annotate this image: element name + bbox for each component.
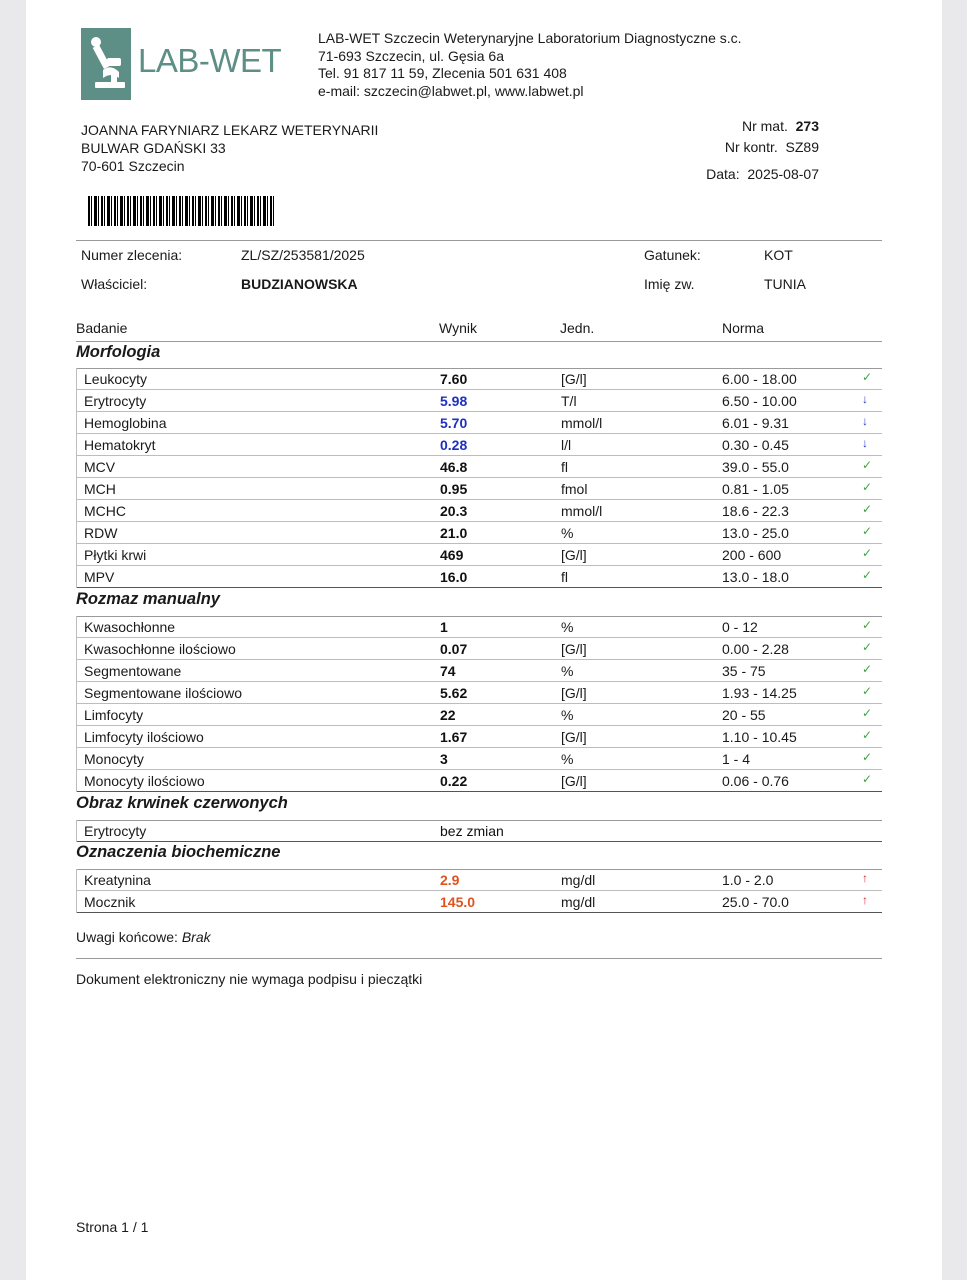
result-row	[76, 891, 882, 913]
arrow-down-icon: ↓	[862, 392, 868, 406]
report-page	[26, 0, 942, 1280]
divider	[76, 958, 882, 959]
row-left-rule	[76, 748, 77, 770]
test-unit: %	[561, 663, 574, 679]
row-left-rule	[76, 638, 77, 660]
barcode	[88, 196, 276, 226]
test-norm: 6.01 - 9.31	[722, 415, 789, 431]
order-label: Numer zlecenia:	[81, 247, 183, 263]
test-result: 0.95	[440, 481, 468, 497]
result-row	[76, 522, 882, 544]
arrow-down-icon: ↓	[862, 414, 868, 428]
test-name: Segmentowane	[84, 663, 182, 679]
check-icon: ✓	[862, 524, 873, 538]
remarks-value: Brak	[181, 929, 211, 945]
row-left-rule	[76, 891, 77, 913]
row-left-rule	[76, 820, 77, 842]
test-result: 5.62	[440, 685, 468, 701]
test-result: 0.28	[440, 437, 468, 453]
date-label: Data:	[706, 166, 740, 182]
test-result: 3	[440, 751, 448, 767]
result-row	[76, 770, 882, 792]
owner-value: BUDZIANOWSKA	[241, 276, 358, 292]
test-result: 145.0	[440, 894, 476, 910]
check-icon: ✓	[862, 568, 873, 582]
test-result: 7.60	[440, 371, 468, 387]
test-result: 74	[440, 663, 456, 679]
result-row	[76, 544, 882, 566]
test-norm: 6.00 - 18.00	[722, 371, 797, 387]
result-row	[76, 500, 882, 522]
test-name: RDW	[84, 525, 118, 541]
test-norm: 0 - 12	[722, 619, 758, 635]
test-norm: 1.10 - 10.45	[722, 729, 797, 745]
test-name: MPV	[84, 569, 115, 585]
col-header-unit: Jedn.	[560, 320, 595, 336]
section-title: Obraz krwinek czerwonych	[76, 794, 288, 812]
test-unit: [G/l]	[561, 371, 587, 387]
check-icon: ✓	[862, 480, 873, 494]
species-label: Gatunek:	[644, 247, 701, 263]
test-unit: T/l	[561, 393, 577, 409]
test-name: Limfocyty	[84, 707, 144, 723]
check-icon: ✓	[862, 546, 873, 560]
row-left-rule	[76, 616, 77, 638]
result-row	[76, 726, 882, 748]
clinic-address-block	[81, 121, 378, 175]
test-norm: 13.0 - 18.0	[722, 569, 789, 585]
test-norm: 35 - 75	[722, 663, 766, 679]
test-unit: mg/dl	[561, 894, 596, 910]
section-title: Oznaczenia biochemiczne	[76, 843, 281, 861]
test-name: Monocyty	[84, 751, 144, 767]
test-result: 22	[440, 707, 456, 723]
nr-kontr-value: SZ89	[785, 139, 819, 155]
lab-street-line: 71-693 Szczecin, ul. Gęsia 6a	[318, 47, 504, 64]
nr-mat-line	[706, 116, 819, 137]
test-norm: 18.6 - 22.3	[722, 503, 789, 519]
row-border	[76, 616, 882, 638]
test-norm: 6.50 - 10.00	[722, 393, 797, 409]
result-row	[76, 456, 882, 478]
result-row	[76, 616, 882, 638]
test-unit: %	[561, 525, 574, 541]
row-left-rule	[76, 544, 77, 566]
test-result: 1	[440, 619, 448, 635]
row-left-rule	[76, 869, 77, 891]
test-unit: [G/l]	[561, 547, 587, 563]
check-icon: ✓	[862, 684, 873, 698]
test-norm: 20 - 55	[722, 707, 766, 723]
row-left-rule	[76, 368, 77, 390]
test-name: Segmentowane ilościowo	[84, 685, 242, 701]
result-row	[76, 478, 882, 500]
check-icon: ✓	[862, 750, 873, 764]
test-norm: 1.0 - 2.0	[722, 872, 774, 888]
check-icon: ✓	[862, 502, 873, 516]
labwet-logo-mark	[81, 28, 131, 100]
check-icon: ✓	[862, 618, 873, 632]
test-unit: %	[561, 707, 574, 723]
result-row	[76, 390, 882, 412]
result-row	[76, 820, 882, 842]
test-result: 0.22	[440, 773, 468, 789]
row-left-rule	[76, 566, 77, 588]
test-unit: fmol	[561, 481, 588, 497]
test-result: 469	[440, 547, 464, 563]
lab-phone-line: Tel. 91 817 11 59, Zlecenia 501 631 408	[318, 65, 567, 81]
test-unit: mmol/l	[561, 503, 603, 519]
test-unit: mg/dl	[561, 872, 596, 888]
row-left-rule	[76, 522, 77, 544]
animal-name-label: Imię zw.	[644, 276, 695, 292]
row-left-rule	[76, 478, 77, 500]
row-left-rule	[76, 412, 77, 434]
test-unit: [G/l]	[561, 773, 587, 789]
remarks	[76, 929, 211, 945]
test-name: Płytki krwi	[84, 547, 147, 563]
test-name: Hemoglobina	[84, 415, 167, 431]
clinic-city-line: 70-601 Szczecin	[81, 158, 185, 174]
date-line	[706, 164, 819, 185]
owner-label: Właściciel:	[81, 276, 148, 292]
test-unit: fl	[561, 459, 568, 475]
test-norm: 39.0 - 55.0	[722, 459, 789, 475]
row-left-rule	[76, 660, 77, 682]
result-row	[76, 412, 882, 434]
result-row	[76, 682, 882, 704]
row-border	[76, 748, 882, 770]
test-norm: 1 - 4	[722, 751, 751, 767]
date-value: 2025-08-07	[747, 166, 819, 182]
result-row	[76, 869, 882, 891]
test-name: Hematokryt	[84, 437, 156, 453]
col-header-result: Wynik	[439, 320, 477, 336]
labwet-logo-text: LAB-WET	[138, 42, 282, 79]
microscope-icon	[81, 28, 131, 100]
lab-name-line: LAB-WET Szczecin Weterynaryjne Laboratorium Diagnostyczne s.c.	[318, 30, 742, 46]
test-name: MCV	[84, 459, 116, 475]
remarks-label: Uwagi końcowe:	[76, 929, 178, 945]
section-title: Rozmaz manualny	[76, 590, 220, 608]
test-name: MCH	[84, 481, 116, 497]
test-norm: 0.30 - 0.45	[722, 437, 789, 453]
check-icon: ✓	[862, 772, 873, 786]
test-norm: 1.93 - 14.25	[722, 685, 797, 701]
test-norm: 0.00 - 2.28	[722, 641, 789, 657]
row-left-rule	[76, 704, 77, 726]
row-left-rule	[76, 390, 77, 412]
row-left-rule	[76, 770, 77, 792]
result-row	[76, 660, 882, 682]
test-unit: [G/l]	[561, 685, 587, 701]
test-result: 46.8	[440, 459, 468, 475]
arrow-up-icon: ↑	[862, 893, 868, 907]
col-header-test: Badanie	[76, 320, 128, 336]
result-row	[76, 638, 882, 660]
test-result: 1.67	[440, 729, 468, 745]
check-icon: ✓	[862, 640, 873, 654]
animal-name-value: TUNIA	[764, 276, 806, 292]
row-left-rule	[76, 682, 77, 704]
test-norm: 25.0 - 70.0	[722, 894, 789, 910]
page-number: Strona 1 / 1	[76, 1219, 149, 1235]
nr-kontr-line	[706, 137, 819, 158]
test-name: Kwasochłonne	[84, 619, 176, 635]
test-unit: %	[561, 619, 574, 635]
lab-email-line: e-mail: szczecin@labwet.pl, www.labwet.pl	[318, 82, 584, 99]
result-row	[76, 748, 882, 770]
test-name: Leukocyty	[84, 371, 148, 387]
test-result: 5.70	[440, 415, 468, 431]
divider	[76, 341, 882, 342]
test-result: bez zmian	[440, 823, 504, 839]
test-name: Mocznik	[84, 894, 136, 910]
check-icon: ✓	[862, 728, 873, 742]
test-result: 5.98	[440, 393, 468, 409]
arrow-down-icon: ↓	[862, 436, 868, 450]
test-unit: %	[561, 751, 574, 767]
test-name: Erytrocyty	[84, 393, 147, 409]
check-icon: ✓	[862, 458, 873, 472]
test-result: 16.0	[440, 569, 468, 585]
test-unit: [G/l]	[561, 729, 587, 745]
test-result: 2.9	[440, 872, 460, 888]
row-left-rule	[76, 726, 77, 748]
divider	[76, 240, 882, 241]
test-unit: fl	[561, 569, 568, 585]
test-name: MCHC	[84, 503, 126, 519]
col-header-norm: Norma	[722, 320, 765, 336]
row-left-rule	[76, 434, 77, 456]
section-title: Morfologia	[76, 343, 161, 361]
result-row	[76, 566, 882, 588]
test-unit: l/l	[561, 437, 572, 453]
test-result: 21.0	[440, 525, 468, 541]
check-icon: ✓	[862, 662, 873, 676]
disclaimer: Dokument elektroniczny nie wymaga podpisu i pieczątki	[76, 971, 423, 987]
result-row	[76, 368, 882, 390]
test-name: Kwasochłonne ilościowo	[84, 641, 236, 657]
test-name: Kreatynina	[84, 872, 151, 888]
test-name: Monocyty ilościowo	[84, 773, 205, 789]
nr-mat-label: Nr mat.	[741, 118, 788, 134]
nr-mat-value: 273	[795, 118, 819, 134]
test-norm: 13.0 - 25.0	[722, 525, 789, 541]
order-value: ZL/SZ/253581/2025	[241, 247, 365, 263]
test-name: Limfocyty ilościowo	[84, 729, 204, 745]
species-value: KOT	[764, 247, 793, 263]
test-unit: mmol/l	[561, 415, 603, 431]
sample-meta	[706, 116, 819, 185]
check-icon: ✓	[862, 370, 873, 384]
row-left-rule	[76, 500, 77, 522]
arrow-up-icon: ↑	[862, 871, 868, 885]
test-norm: 0.81 - 1.05	[722, 481, 789, 497]
check-icon: ✓	[862, 706, 873, 720]
test-norm: 0.06 - 0.76	[722, 773, 789, 789]
test-norm: 200 - 600	[722, 547, 782, 563]
clinic-street-line: BULWAR GDAŃSKI 33	[81, 140, 226, 156]
lab-address-block	[318, 30, 742, 100]
clinic-name-line: JOANNA FARYNIARZ LEKARZ WETERYNARII	[81, 122, 379, 138]
row-left-rule	[76, 456, 77, 478]
test-unit: [G/l]	[561, 641, 587, 657]
result-row	[76, 704, 882, 726]
result-row	[76, 434, 882, 456]
nr-kontr-label: Nr kontr.	[724, 139, 778, 155]
test-result: 20.3	[440, 503, 468, 519]
test-name: Erytrocyty	[84, 823, 147, 839]
test-result: 0.07	[440, 641, 468, 657]
